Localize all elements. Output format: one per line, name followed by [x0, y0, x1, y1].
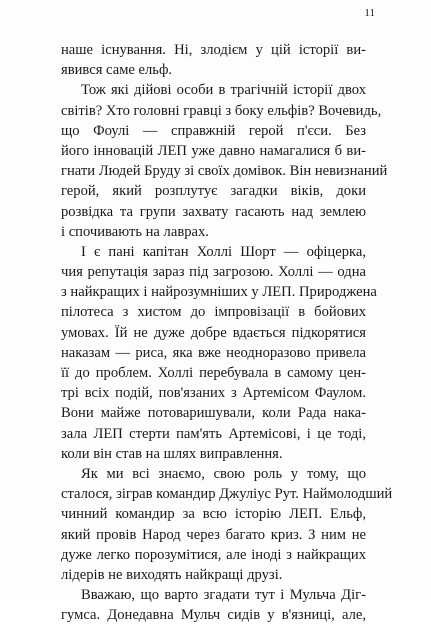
text-line: який провів Народ через багато криз. З ним не: [61, 526, 366, 543]
text-line: лідерів не виходять найкращі друзі.: [61, 566, 283, 583]
text-line: її до проблем. Холлі перебувала в самому цен-: [61, 365, 366, 381]
text-line: Як ми всі знаємо, свою роль у тому, що: [81, 465, 366, 482]
body-text: [61, 40, 393, 625]
text-line: гумса. Донедавна Мульч сидів у в'язниці, але,: [61, 607, 366, 624]
text-line: умовах. Їй не дуже добре вдається підкорятися: [61, 324, 366, 341]
text-line: І є пані капітан Холлі Шорт — офіцерка,: [81, 243, 366, 260]
text-line: його інновацій ЛЕП уже давно намагалися б ви-: [61, 142, 366, 159]
text-line: світів? Хто головні гравці з боку ельфів? Вочевидь,: [61, 102, 382, 119]
text-line: чинний командир за всю історію ЛЕП. Ельф,: [61, 506, 366, 523]
text-line: трі всіх подій, пов'язаних з Артемісом Фаулом.: [61, 385, 366, 402]
text-line: наше існування. Ні, злодієм у цій історії ви-: [61, 42, 366, 58]
text-line: зала ЛЕП стерти пам'ять Артемісові, і це тоді,: [61, 425, 366, 442]
text-line: чия репутація зараз під загрозою. Холлі — одна: [61, 264, 366, 281]
text-line: пілотеса з хистом до імпровізації в бойових: [61, 304, 366, 321]
text-line: наказам — риса, яка вже неодноразово привела: [61, 344, 366, 361]
text-line: сталося, зіграв командир Джуліус Рут. Наймолодший: [61, 486, 393, 503]
text-line: герой, який розплутує загадки віків, доки: [61, 183, 366, 200]
page-number: 11: [364, 7, 375, 19]
text-line: гнати Людей Бруду зі своїх домівок. Він невизнаний: [61, 163, 388, 180]
text-line: і спочивають на лаврах.: [61, 223, 209, 240]
text-line: з найкращих і найрозумніших у ЛЕП. Природжена: [61, 284, 377, 301]
text-line: що Фоулі — справжній герой п'єси. Без: [61, 122, 366, 139]
text-line: дуже легко порозумітися, але іноді з найкращих: [61, 546, 366, 563]
text-line: розвідка та групи захвату гасають над землею: [61, 203, 366, 220]
text-line: Вважаю, що варто згадати тут і Мульча Діг-: [81, 587, 366, 604]
text-line: явився саме ельф.: [61, 62, 173, 79]
text-line: Вони майже потоваришували, коли Рада нака-: [61, 405, 366, 422]
text-line: Тож які дійові особи в трагічній історії двох: [81, 82, 366, 99]
text-line: коли він став на шлях виправлення.: [61, 445, 283, 462]
